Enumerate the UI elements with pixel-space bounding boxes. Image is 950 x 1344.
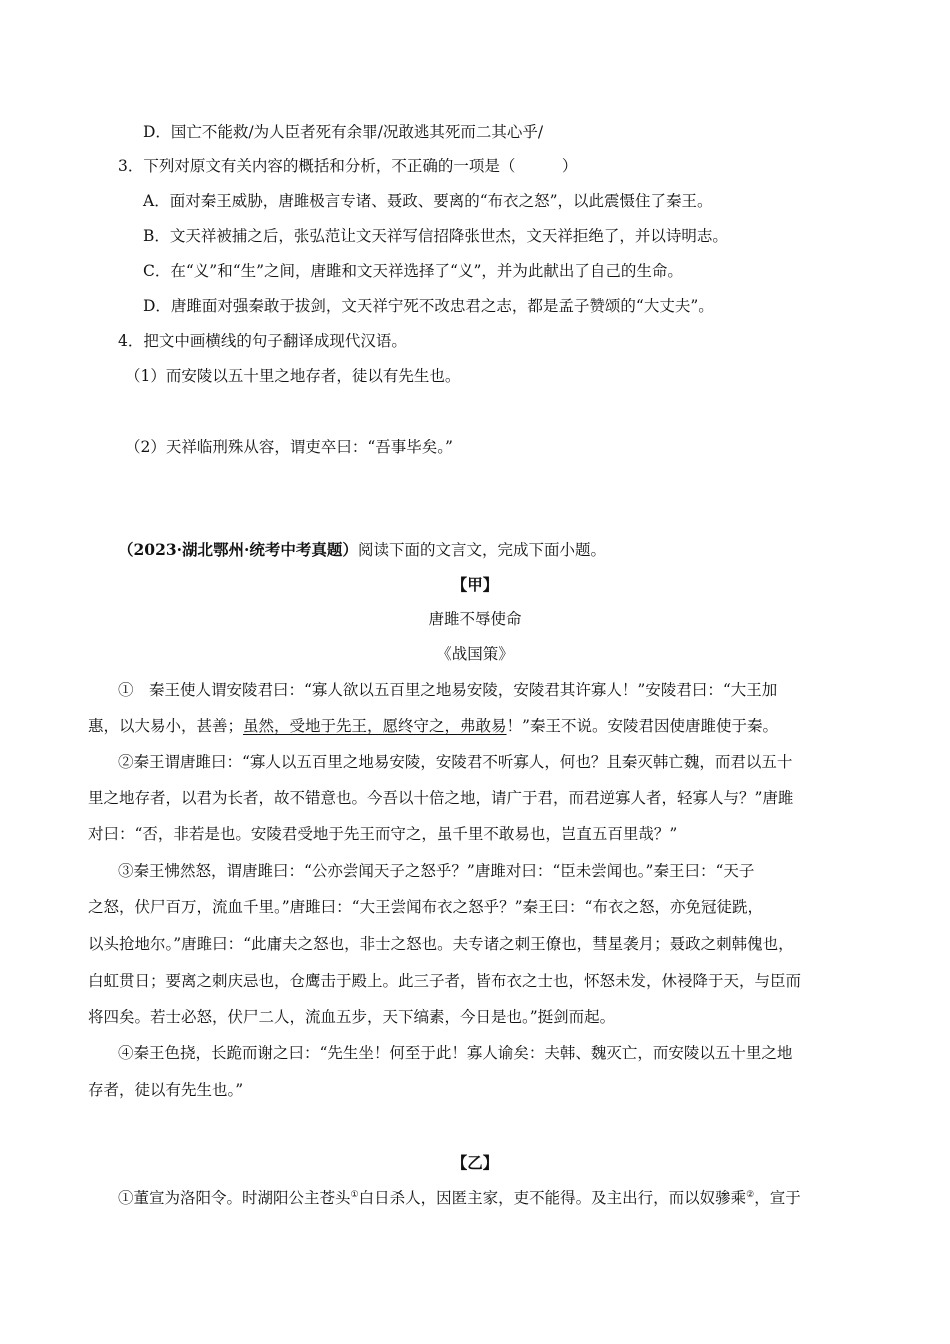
jia-p3-line4: 白虹贯日；要离之刺庆忌也，仓鹰击于殿上。此三子者，皆布衣之士也，怀怒未发，休祲降于天，与臣而 <box>88 972 802 990</box>
q3-option-b: B．文天祥被捕之后，张弘范让文天祥写信招降张世杰，文天祥拒绝了，并以诗明志。 <box>143 227 728 245</box>
q4-sentence-2: （2）天祥临刑殊从容，谓吏卒曰：“吾事毕矣。” <box>125 438 453 456</box>
jia-p4-line2: 存者，徒以有先生也。” <box>88 1081 244 1099</box>
q3-option-d: D．唐雎面对强秦敢于拔剑，文天祥宁死不改忠君之志，都是孟子赞颂的“大丈夫”。 <box>143 297 714 315</box>
q3-option-a: A．面对秦王威胁，唐雎极言专诸、聂政、要离的“布衣之怒”，以此震慑住了秦王。 <box>143 192 713 210</box>
section-source: （2023·湖北鄂州·统考中考真题） <box>118 540 358 559</box>
q3-stem: 3．下列对原文有关内容的概括和分析，不正确的一项是（ ） <box>118 157 578 175</box>
footnote-marker-1: ① <box>350 1189 359 1200</box>
underlined-sentence: 虽然，受地于先王，愿终守之，弗敢易 <box>243 717 507 735</box>
jia-label: 【甲】 <box>451 575 499 594</box>
jia-p3-line3: 以头抢地尔。”唐雎曰：“此庸夫之怒也，非士之怒也。夫专诸之刺王僚也，彗星袭月；聂政之刺韩傀也， <box>88 935 794 953</box>
q3-option-c: C．在“义”和“生”之间，唐雎和文天祥选择了“义”，并为此献出了自己的生命。 <box>143 262 683 280</box>
yi-p1-a: ①董宣为洛阳令。时湖阳公主苍头 <box>118 1189 351 1207</box>
jia-p3-line5: 将四矣。若士必怒，伏尸二人，流血五步，天下缟素，今日是也。”挺剑而起。 <box>88 1008 616 1026</box>
q4-stem: 4．把文中画横线的句子翻译成现代汉语。 <box>118 332 407 350</box>
yi-label: 【乙】 <box>451 1153 499 1172</box>
footnote-marker-2: ② <box>746 1189 755 1200</box>
jia-p3-line2: 之怒，伏尸百万，流血千里。”唐雎曰：“大王尝闻布衣之怒乎？”秦王曰：“布衣之怒，亦免冠徒跣， <box>88 898 763 916</box>
yi-p1-b: 白日杀人，因匿主家，吏不能得。及主出行，而以奴骖乘 <box>358 1189 747 1207</box>
jia-p2-line2: 里之地存者，以君为长者，故不错意也。今吾以十倍之地，请广于君，而君逆寡人者，轻寡人与？”唐雎 <box>88 789 794 807</box>
jia-p3-line1: ③秦王怫然怒，谓唐雎曰：“公亦尝闻天子之怒乎？”唐雎对曰：“臣未尝闻也。”秦王曰：“天子 <box>118 862 755 880</box>
jia-title: 唐雎不辱使命 <box>428 610 522 628</box>
q4-sentence-1: （1）而安陵以五十里之地存者，徒以有先生也。 <box>125 367 461 385</box>
jia-p2-line1: ②秦王谓唐雎曰：“寡人以五百里之地易安陵，安陵君不听寡人，何也？且秦灭韩亡魏，而君以五十 <box>118 753 793 771</box>
section-instruction: 阅读下面的文言文，完成下面小题。 <box>357 541 606 559</box>
jia-p1-line1: ① 秦王使人谓安陵君曰：“寡人欲以五百里之地易安陵，安陵君其许寡人！”安陵君曰：“大王加 <box>118 681 778 699</box>
jia-p1-line2 <box>88 716 778 736</box>
jia-p2-line3: 对曰：“否，非若是也。安陵君受地于先王而守之，虽千里不敢易也，岂直五百里哉？” <box>88 825 678 843</box>
jia-source: 《战国策》 <box>436 645 514 663</box>
section-header <box>118 540 606 560</box>
jia-p1-line2-pre: 惠，以大易小，甚善； <box>88 717 244 735</box>
yi-p1-c: ，宣于 <box>754 1189 801 1207</box>
yi-p1-line1 <box>118 1188 801 1208</box>
jia-p4-line1: ④秦王色挠，长跪而谢之曰：“先生坐！何至于此！寡人谕矣：夫韩、魏灭亡，而安陵以五十里之地 <box>118 1044 793 1062</box>
jia-p1-line2-post: ！”秦王不说。安陵君因使唐雎使于秦。 <box>506 717 778 735</box>
q2-option-d: D．国亡不能救/为人臣者死有余罪/况敢逃其死而二其心乎/ <box>143 123 544 141</box>
